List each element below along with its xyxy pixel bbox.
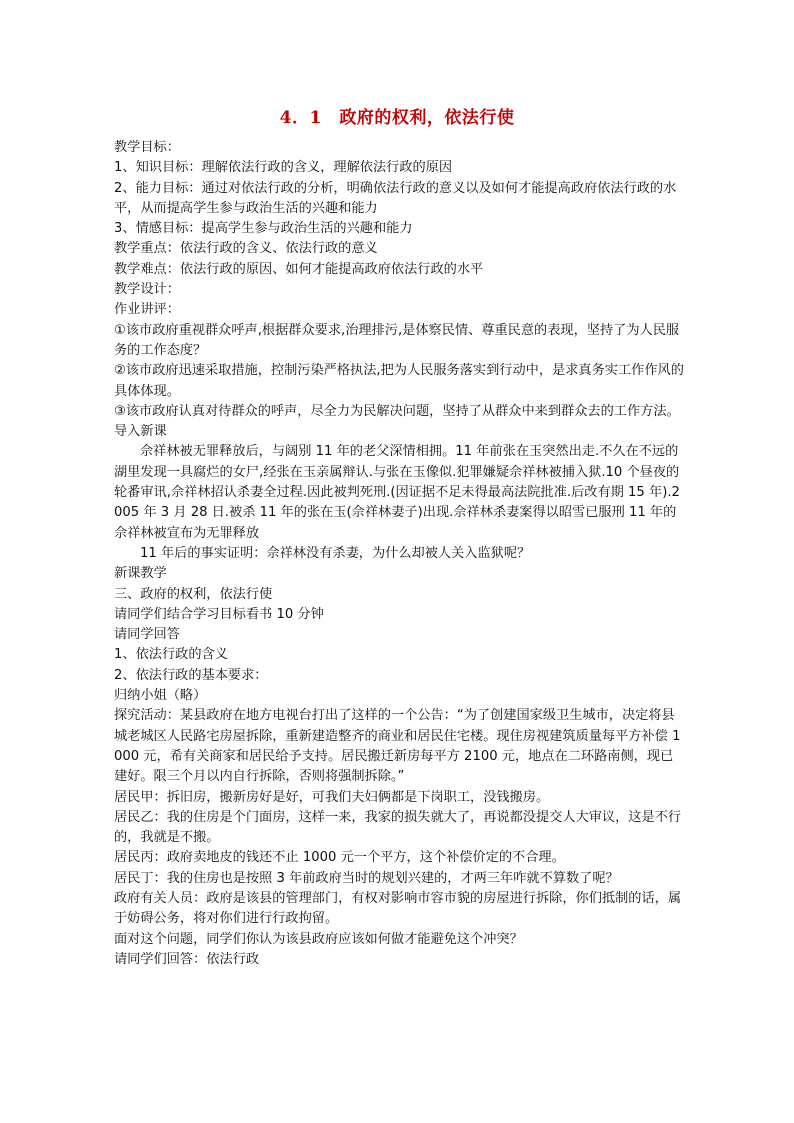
paragraph: 探究活动：某县政府在地方电视台打出了这样的一个公告：“为了创建国家级卫生城市，决定将县城老城区人民路宅房屋拆除，重新建造整齐的商业和居民住宅楼。现住房视建筑质量每平方补偿 1000 元，希有关商家和居民给予支持。居民搬迁新房每平方 2100 元，地点在二环路南侧，现已建好。限三个月以内自行拆除，否则将强制拆除。” xyxy=(114,708,681,785)
paragraph: 三、政府的权利，依法行使 xyxy=(114,586,273,602)
paragraph: 归纳小姐（略） xyxy=(114,688,207,704)
paragraph: 请同学回答 xyxy=(114,627,180,643)
paragraph: 2、依法行政的基本要求： xyxy=(114,667,268,683)
paragraph: 居民丙：政府卖地皮的钱还不止 1000 元一个平方，这个补偿价定的不合理。 xyxy=(114,850,565,866)
paragraph: 居民丁：我的住房也是按照 3 年前政府当时的规划兴建的，才两三年咋就不算数了呢？ xyxy=(114,870,619,886)
document-title: 4．1 政府的权利，依法行使 xyxy=(279,108,515,128)
paragraph: 教学设计： xyxy=(114,282,180,298)
paragraph: 请同学们结合学习目标看书 10 分钟 xyxy=(114,606,324,622)
paragraph: 新课教学 xyxy=(114,566,167,582)
paragraph: ②该市政府迅速采取措施，控制污染严格执法,把为人民服务落实到行动中，是求真务实工作作风的具体体现。 xyxy=(114,363,684,399)
paragraph: ③该市政府认真对待群众的呼声，尽全力为民解决问题，坚持了从群众中来到群众去的工作方法。 xyxy=(114,403,680,419)
paragraph: 政府有关人员：政府是该县的管理部门，有权对影响市容市貌的房屋进行拆除，你们抵制的话，属于妨碍公务，将对你们进行行政拘留。 xyxy=(114,890,682,927)
paragraph: 教学目标： xyxy=(114,140,180,155)
paragraph: 教学难点：依法行政的原因、如何才能提高政府依法行政的水平 xyxy=(114,261,484,277)
paragraph: 作业讲评： xyxy=(114,302,180,318)
paragraph: 1、依法行政的含义 xyxy=(114,647,228,663)
paragraph: 3、情感目标：提高学生参与政治生活的兴趣和能力 xyxy=(114,221,413,237)
paragraph: 居民乙：我的住房是个门面房，这样一来，我家的损失就大了，再说都没提交人大审议，这是不行的，我就是不搬。 xyxy=(114,809,682,846)
paragraph: ①该市政府重视群众呼声,根据群众要求,治理排污,是体察民情、尊重民意的表现，坚持了为人民服务的工作态度？ xyxy=(114,322,680,358)
paragraph: 面对这个问题，同学们你认为该县政府应该如何做才能避免这个冲突？ xyxy=(114,931,523,947)
document-body xyxy=(114,138,684,970)
paragraph: 佘祥林被无罪释放后，与阔别 11 年的老父深情相拥。11 年前张在玉突然出走.不久在不远的湖里发现一具腐烂的女尸,经张在玉亲属辩认.与张在玉像似.犯罪嫌疑佘祥林被捕入狱.10 个昼夜的轮番审讯,佘祥林招认杀妻全过程.因此被判死刑.(因证据不足未得最高法院批准.后改有期 15 年).2005 年 3 月 28 日.被杀 11 年的张在玉(佘祥林妻子)出现.佘祥林杀妻案得以昭雪已服刑 11 年的佘祥林被宣布为无罪释放 xyxy=(114,444,680,541)
paragraph: 居民甲：拆旧房，搬新房好是好，可我们夫妇俩都是下岗职工，没钱搬房。 xyxy=(114,789,550,805)
paragraph: 教学重点：依法行政的含义、依法行政的意义 xyxy=(114,241,378,257)
paragraph: 1、知识目标：理解依法行政的含义，理解依法行政的原因 xyxy=(114,160,453,176)
paragraph: 请同学们回答：依法行政 xyxy=(114,951,260,967)
paragraph: 11 年后的事实证明：佘祥林没有杀妻，为什么却被人关入监狱呢？ xyxy=(140,545,531,561)
paragraph: 导入新课 xyxy=(114,424,167,440)
paragraph: 2、能力目标：通过对依法行政的分析，明确依法行政的意义以及如何才能提高政府依法行政的水平，从而提高学生参与政治生活的兴趣和能力 xyxy=(114,180,677,216)
